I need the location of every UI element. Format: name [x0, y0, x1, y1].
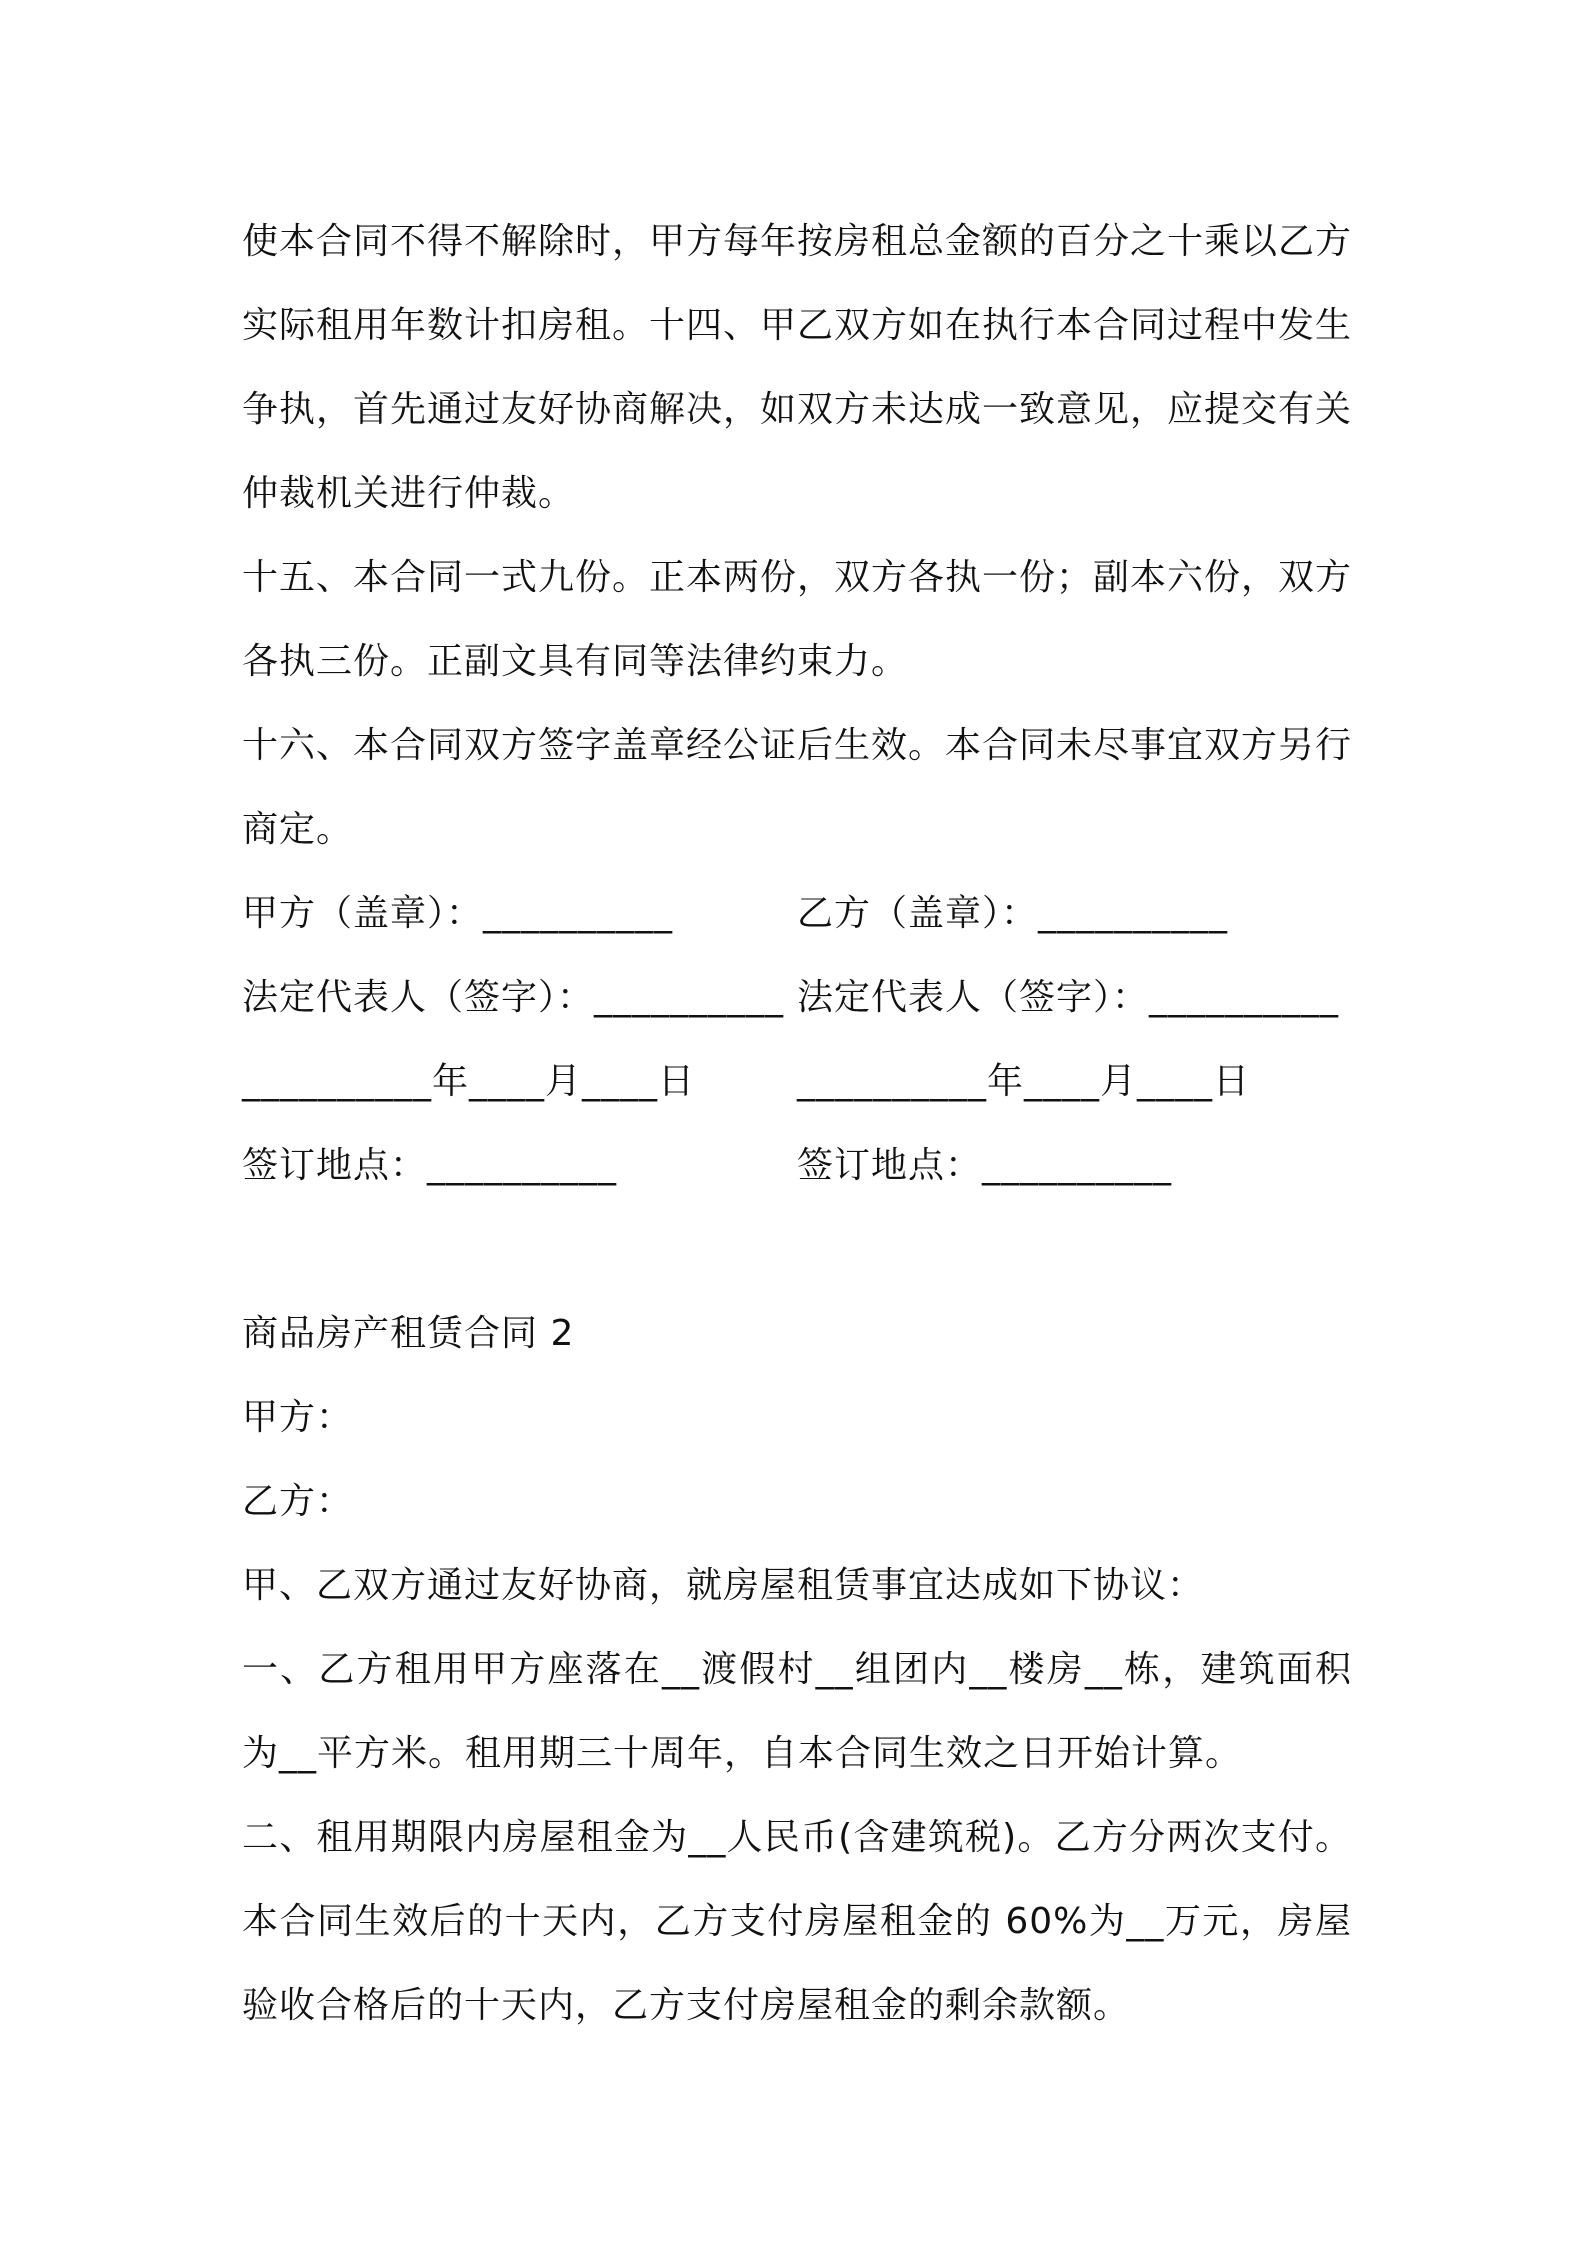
document-body [242, 200, 1352, 2048]
section-gap [242, 1208, 1352, 1292]
signature-row-seal [242, 872, 1352, 956]
signature-row-legal-rep [242, 956, 1352, 1040]
signature-row-date [242, 1040, 1352, 1124]
contract-2-intro: 甲、乙双方通过友好协商，就房屋租赁事宜达成如下协议： [242, 1565, 1205, 1606]
clause-15: 十五、本合同一式九份。正本两份，双方各执一份；副本六份，双方各执三份。正副文具有同等法律约束力。 [242, 557, 1353, 682]
party-b-seal: 乙方（盖章）：__________ [797, 893, 1229, 934]
signature-row-place [242, 1124, 1352, 1208]
legal-rep-a: 法定代表人（签字）：__________ [242, 977, 785, 1018]
contract-2-clause-2: 二、租用期限内房屋租金为__人民币(含建筑税)。乙方分两次支付。本合同生效后的十天内，乙方支付房屋租金的 60%为__万元，房屋验收合格后的十天内，乙方支付房屋租金的剩余款额。 [242, 1817, 1352, 2026]
place-b: 签订地点：__________ [797, 1145, 1173, 1186]
date-a: __________年____月____日 [242, 1061, 695, 1102]
place-a: 签订地点：__________ [242, 1145, 618, 1186]
contract-2-party-b: 乙方： [242, 1481, 354, 1522]
date-b: __________年____月____日 [797, 1061, 1250, 1102]
contract-2-clause-1: 一、乙方租用甲方座落在__渡假村__组团内__楼房__栋，建筑面积为__平方米。租用期三十周年，自本合同生效之日开始计算。 [242, 1649, 1352, 1774]
contract-2-title: 商品房产租赁合同 2 [242, 1313, 575, 1354]
clause-13-14: 使本合同不得不解除时，甲方每年按房租总金额的百分之十乘以乙方实际租用年数计扣房租。十四、甲乙双方如在执行本合同过程中发生争执，首先通过友好协商解决，如双方未达成一致意见，应提交有关仲裁机关进行仲裁。 [242, 221, 1353, 514]
party-a-seal: 甲方（盖章）：__________ [242, 893, 674, 934]
clause-16: 十六、本合同双方签字盖章经公证后生效。本合同未尽事宜双方另行商定。 [242, 725, 1353, 850]
legal-rep-b: 法定代表人（签字）：__________ [797, 977, 1340, 1018]
contract-2-party-a: 甲方： [242, 1397, 354, 1438]
